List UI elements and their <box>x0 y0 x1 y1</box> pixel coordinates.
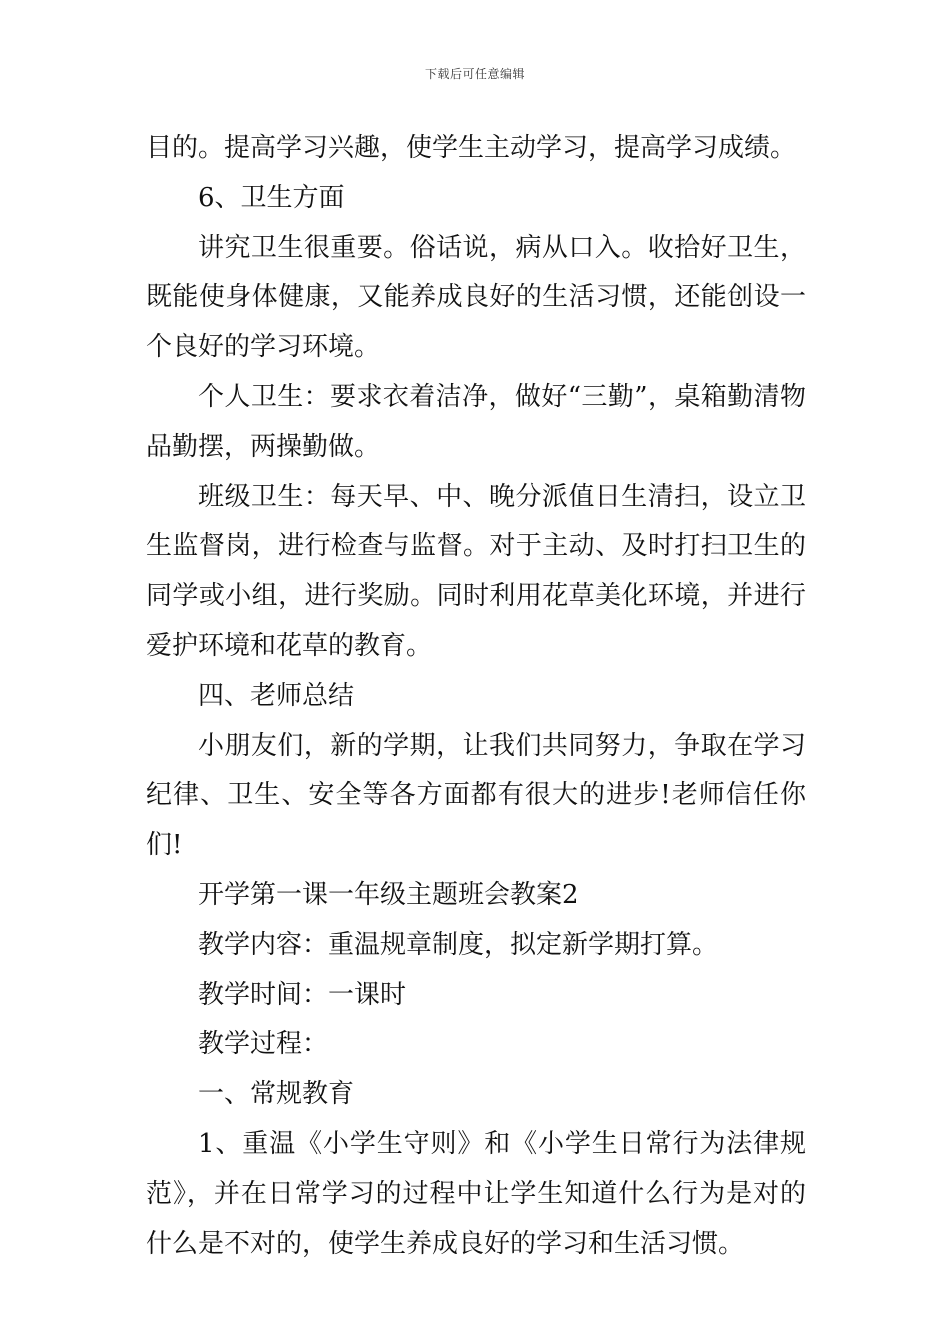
paragraph-1: 目的。提高学习兴趣，使学生主动学习，提高学习成绩。 <box>146 133 797 163</box>
lesson-plan-title: 开学第一课一年级主题班会教案2 <box>198 879 579 910</box>
document-body <box>146 124 806 1269</box>
section-heading-routine-education: 一、常规教育 <box>198 1079 355 1110</box>
paragraph-class-hygiene: 班级卫生：每天早、中、晚分派值日生清扫，设立卫生监督岗，进行检查与监督。对于主动、及时打扫卫生的同学或小组，进行奖励。同时利用花草美化环境，并进行爱护环境和花草的教育。 <box>146 481 806 661</box>
teaching-content: 教学内容：重温规章制度，拟定新学期打算。 <box>198 929 719 960</box>
section-heading-hygiene: 6、卫生方面 <box>198 182 345 213</box>
teaching-time: 教学时间：一课时 <box>198 979 407 1010</box>
section-heading-teacher-summary: 四、老师总结 <box>198 680 355 711</box>
paragraph-personal-hygiene: 个人卫生：要求衣着洁净，做好“三勤”，桌箱勤清物品勤摆，两操勤做。 <box>146 381 806 462</box>
page-header: 下载后可任意编辑 <box>424 67 525 81</box>
paragraph-review-rules: 1、重温《小学生守则》和《小学生日常行为法律规范》，并在日常学习的过程中让学生知道什么行为是对的什么是不对的，使学生养成良好的学习和生活习惯。 <box>146 1128 806 1259</box>
teaching-process: 教学过程： <box>198 1029 329 1060</box>
paragraph-hygiene-importance: 讲究卫生很重要。俗话说，病从口入。收拾好卫生，既能使身体健康，又能养成良好的生活习惯，还能创设一个良好的学习环境。 <box>146 232 806 363</box>
paragraph-teacher-summary: 小朋友们，新的学期，让我们共同努力，争取在学习纪律、卫生、安全等各方面都有很大的进步!老师信任你们! <box>146 730 806 861</box>
